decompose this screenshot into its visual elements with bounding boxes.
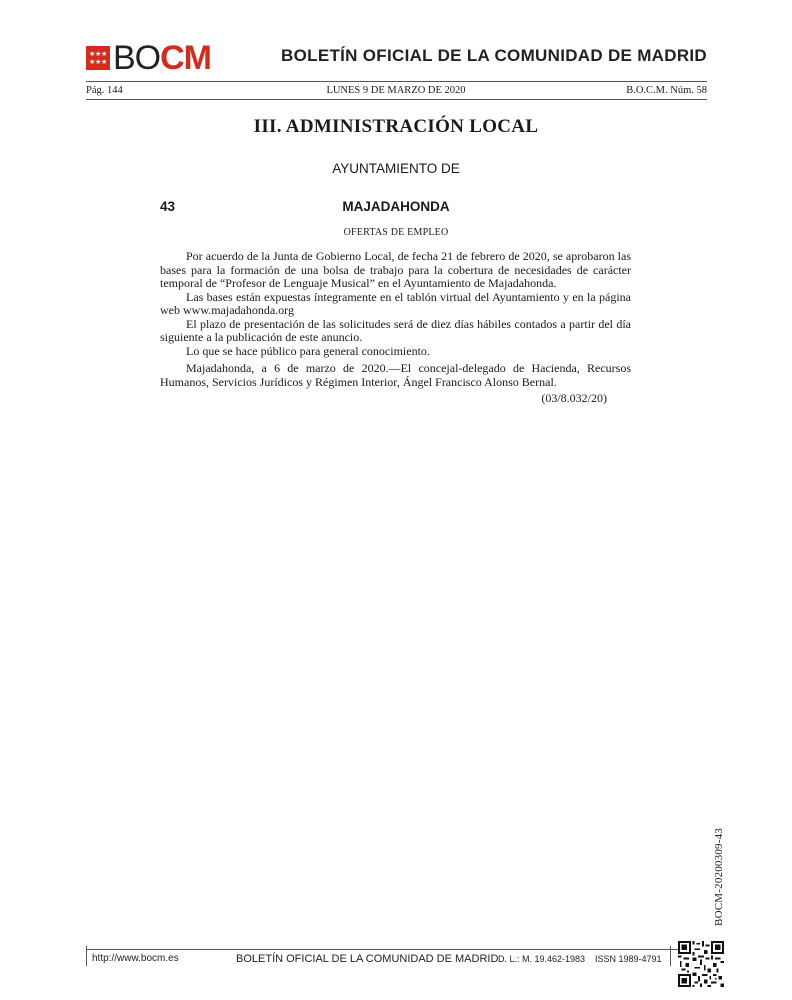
- footer-issn: ISSN 1989-4791: [595, 954, 662, 964]
- qr-code-icon: [678, 941, 724, 987]
- footer-title: BOLETÍN OFICIAL DE LA COMUNIDAD DE MADRID: [236, 953, 499, 965]
- entry-body: [160, 250, 631, 406]
- issue-number: B.O.C.M. Núm. 58: [626, 85, 707, 96]
- page-number: Pág. 144: [86, 85, 123, 96]
- footer-divider: [86, 946, 87, 966]
- madrid-flag-icon: ★ ★ ★ ★ ★ ★: [86, 46, 110, 70]
- footer-divider: [670, 946, 671, 966]
- section-title: III. ADMINISTRACIÓN LOCAL: [253, 116, 539, 137]
- header-rule-top: [86, 81, 707, 82]
- body-paragraph: Las bases están expuestas íntegramente en el tablón virtual del Ayuntamiento y en la página web www.majadahonda.org: [160, 289, 631, 317]
- side-document-code: BOCM-20200309-43: [713, 828, 725, 926]
- masthead-title: BOLETÍN OFICIAL DE LA COMUNIDAD DE MADRID: [281, 46, 707, 65]
- issue-date: LUNES 9 DE MARZO DE 2020: [326, 85, 466, 96]
- body-paragraph: Por acuerdo de la Junta de Gobierno Local, de fecha 21 de febrero de 2020, se aprobaron las bases para la formación de una bolsa de trabajo para la cobertura de necesidades de carácter temporal de “Profesor de Lenguaje Musical” en el Ayuntamiento de Majadahonda.: [160, 249, 631, 290]
- footer-rule: [86, 949, 707, 950]
- bocm-logo: [86, 39, 212, 77]
- entry-place: MAJADAHONDA: [342, 199, 450, 214]
- entry-type: OFERTAS DE EMPLEO: [343, 227, 449, 238]
- reference-code: (03/8.032/20): [541, 391, 607, 405]
- entry-number: 43: [160, 199, 176, 214]
- logo-text-bo: BO: [113, 39, 161, 77]
- body-paragraph: Lo que se hace público para general conocimiento.: [186, 343, 430, 358]
- section-subtitle: AYUNTAMIENTO DE: [332, 161, 460, 176]
- signature: Majadahonda, a 6 de marzo de 2020.—El concejal-delegado de Hacienda, Recursos Humanos, Servicios Jurídicos y Régimen Interior, Ángel Francisco Alonso Bernal.: [160, 361, 631, 389]
- header-rule-bottom: [86, 99, 707, 100]
- body-paragraph: El plazo de presentación de las solicitudes será de diez días hábiles contados a partir del día siguiente a la publicación de este anuncio.: [160, 316, 631, 344]
- footer-url-link[interactable]: http://www.bocm.es: [92, 953, 179, 964]
- logo-text-cm: CM: [160, 39, 212, 77]
- footer-legal-deposit: D. L.: M. 19.462-1983: [498, 954, 586, 964]
